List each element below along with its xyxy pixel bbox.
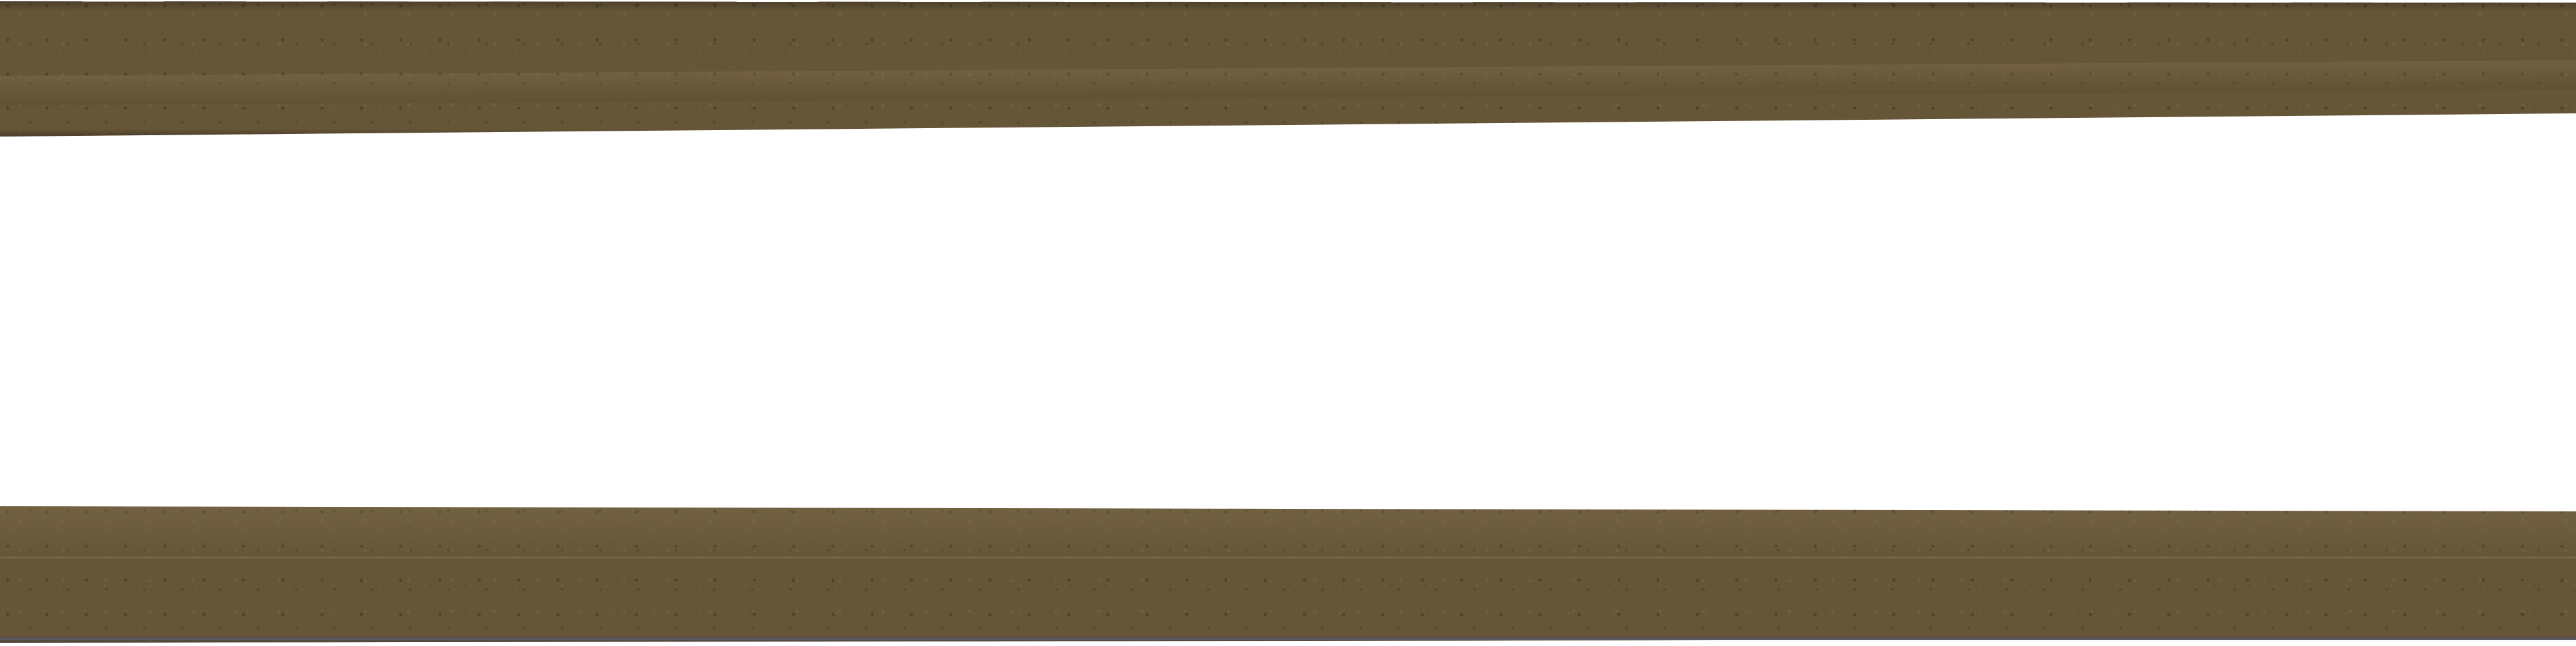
bottom-wooden-board — [0, 506, 2576, 643]
top-board-shadow — [0, 0, 2576, 12]
bottom-board-chamfer-line — [0, 556, 2576, 558]
bottom-edge-shadow — [0, 638, 2576, 640]
top-board-bevel — [0, 61, 2576, 106]
top-board-edge — [0, 129, 2576, 137]
bottom-board-bevel — [0, 506, 2576, 558]
top-wooden-board — [0, 0, 2576, 137]
